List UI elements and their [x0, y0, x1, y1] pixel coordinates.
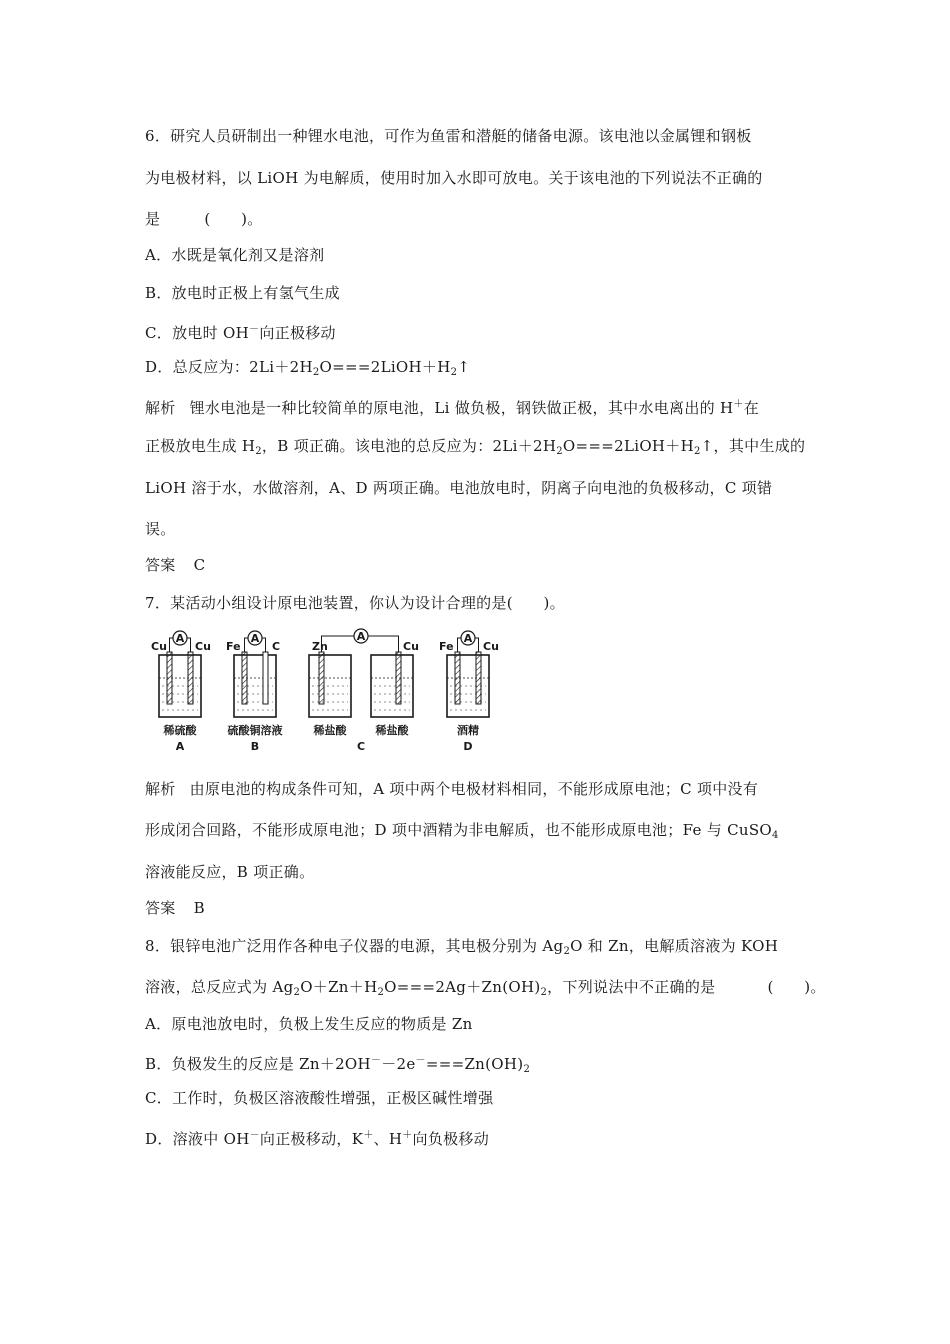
- q6-analysis-l1-pre: 锂水电池是一种比较简单的原电池，Li 做负极，钢铁做正极，其中水电离出的 H: [189, 399, 734, 417]
- q6-answer-line: [145, 555, 205, 575]
- beaker-a: [159, 655, 201, 717]
- q8-option-d-mid2: 、H: [373, 1130, 403, 1148]
- q7-stem: 7．某活动小组设计原电池装置，你认为设计合理的是( )。: [145, 594, 565, 612]
- q8-l2-sub1: 2: [293, 987, 301, 998]
- electrode-d-right: [476, 652, 481, 704]
- cell-c-solution-right: 稀盐酸: [375, 724, 409, 737]
- q7-answer-line: [145, 898, 205, 918]
- q8-option-d-sup2: ＋: [363, 1130, 374, 1141]
- cell-a-solution: 稀硫酸: [163, 724, 197, 737]
- q8-option-b-mid: －2e: [381, 1055, 416, 1073]
- ammeter-c-label: A: [356, 630, 366, 643]
- q6-option-b: B．放电时正极上有氢气生成: [145, 284, 340, 302]
- ammeter-b-label: A: [250, 632, 260, 645]
- cell-b-left-electrode: Fe: [226, 640, 241, 653]
- galvanic-cells-svg: [145, 628, 515, 758]
- cell-a-right-electrode: Cu: [195, 640, 211, 653]
- q8-l2-post: ，下列说法中不正确的是: [547, 978, 716, 996]
- q6-analysis-l2-sub2: 2: [556, 446, 563, 457]
- cell-b-right-electrode: C: [272, 640, 281, 653]
- cell-c-solution-left: 稀盐酸: [313, 724, 347, 737]
- q8-option-a: A．原电池放电时，负极上发生反应的物质是 Zn: [145, 1015, 473, 1033]
- cell-a-left-electrode: Cu: [151, 640, 167, 653]
- q6-analysis-line-4: 误。: [145, 520, 176, 538]
- q8-option-b: [145, 1051, 530, 1080]
- cell-c-label: C: [356, 740, 366, 753]
- cell-d-left-electrode: Fe: [439, 640, 454, 653]
- q6-analysis-l2-sub1: 2: [255, 446, 262, 457]
- q8-option-b-sub: 2: [523, 1064, 531, 1075]
- wire-b-right: [262, 638, 266, 652]
- beaker-d: [447, 655, 489, 717]
- q8-option-d-sup1: －: [249, 1130, 260, 1141]
- q6-analysis-line-3: LiOH 溶于水，水做溶剂，A、D 两项正确。电池放电时，阴离子向电池的负极移动，C 项错: [145, 479, 773, 497]
- q6-option-c-post: 向正极移动: [259, 324, 336, 342]
- q7-analysis-l1: 由原电池的构成条件可知，A 项中两个电极材料相同，不能形成原电池；C 项中没有: [189, 780, 759, 798]
- q8-option-d-mid: 向正极移动，K: [259, 1130, 364, 1148]
- q8-l2-mid2: O===2Ag＋Zn(OH): [384, 978, 541, 996]
- q8-option-d: [145, 1126, 489, 1149]
- q7-answer-label: 答案: [145, 899, 176, 917]
- electrode-a-right: [188, 652, 193, 704]
- q7-analysis-l2-pre: 形成闭合回路，不能形成原电池；D 项中酒精为非电解质，也不能形成原电池；Fe 与 CuSO: [145, 821, 773, 839]
- q6-option-c-pre: C．放电时 OH: [145, 324, 250, 342]
- q6-analysis-l2-post: ↑，其中生成的: [700, 437, 806, 455]
- q6-stem-line-2: 为电极材料，以 LiOH 为电解质，使用时加入水即可放电。关于该电池的下列说法不正确的: [145, 169, 763, 187]
- q6-answer-value: C: [193, 556, 206, 574]
- q6-option-d-sub1: 2: [312, 367, 320, 378]
- q8-l2-sub2: 2: [377, 987, 385, 998]
- q8-stem-line-2: [145, 977, 826, 1003]
- cell-d-solution: 酒精: [457, 724, 479, 737]
- q6-analysis-l2-mid2: O===2LiOH＋H: [562, 437, 694, 455]
- q6-analysis-line-1: [145, 395, 759, 418]
- q6-analysis-l1-sup: ＋: [733, 399, 744, 410]
- q8-l1-post: O 和 Zn，电解质溶液为 KOH: [570, 937, 779, 955]
- q8-answer-paren: ( )。: [767, 978, 826, 996]
- cell-a-label: A: [175, 740, 185, 753]
- electrode-a-left: [167, 652, 172, 704]
- electrode-c-left: [319, 652, 324, 704]
- q7-answer-value: B: [193, 899, 205, 917]
- cell-c-right-electrode: Cu: [403, 640, 419, 653]
- q8-option-b-mid2: ===Zn(OH): [425, 1055, 524, 1073]
- q8-option-b-sup1: －: [370, 1055, 382, 1066]
- q6-option-d: [145, 357, 470, 383]
- q8-option-d-pre: D．溶液中 OH: [145, 1130, 250, 1148]
- q6-option-c-sup: －: [249, 324, 260, 335]
- q7-analysis-line-1: [145, 779, 758, 799]
- q8-option-c: C．工作时，负极区溶液酸性增强，正极区碱性增强: [145, 1089, 494, 1107]
- wire-a-left: [170, 638, 174, 652]
- q6-analysis-l2-pre: 正极放电生成 H: [145, 437, 256, 455]
- q6-analysis-label: 解析: [145, 399, 176, 417]
- q6-analysis-l2-sub3: 2: [694, 446, 701, 457]
- q6-option-d-pre: D．总反应为：2Li＋2H: [145, 358, 313, 376]
- q8-l2-sub3: 2: [540, 987, 548, 998]
- wire-a-right: [187, 638, 191, 652]
- q6-option-d-mid: O===2LiOH＋H: [319, 358, 451, 376]
- cell-d: [439, 631, 499, 753]
- cell-a: [151, 631, 211, 753]
- q6-stem-line-1: 6．研究人员研制出一种锂水电池，可作为鱼雷和潜艇的储备电源。该电池以金属锂和钢板: [145, 127, 752, 145]
- galvanic-cells-figure: [145, 628, 515, 758]
- q8-l1-pre: 8．银锌电池广泛用作各种电子仪器的电源，其电极分别为 Ag: [145, 937, 564, 955]
- cell-c: [309, 629, 419, 753]
- electrode-d-left: [455, 652, 460, 704]
- q7-analysis-line-3: 溶液能反应，B 项正确。: [145, 863, 315, 881]
- q7-analysis-line-2: [145, 820, 779, 846]
- cell-b: [226, 631, 283, 753]
- q8-l2-mid: O＋Zn＋H: [300, 978, 378, 996]
- cell-d-label: D: [463, 740, 473, 753]
- cell-d-right-electrode: Cu: [483, 640, 499, 653]
- ammeter-a-label: A: [175, 632, 185, 645]
- electrode-b-left: [242, 652, 247, 704]
- q8-stem-line-1: [145, 936, 778, 962]
- q6-option-d-post: ↑: [457, 358, 471, 376]
- q8-option-d-sup3: ＋: [402, 1130, 413, 1141]
- q6-stem-line-3: [145, 209, 263, 229]
- q6-option-d-sub2: 2: [450, 367, 458, 378]
- beaker-b: [234, 655, 276, 717]
- q6-answer-paren: ( )。: [204, 210, 263, 228]
- q6-analysis-l2-mid: ，B 项正确。该电池的总反应为：2Li＋2H: [261, 437, 557, 455]
- q8-option-b-pre: B．负极发生的反应是 Zn＋2OH: [145, 1055, 371, 1073]
- ammeter-d-label: A: [463, 632, 473, 645]
- electrode-c-right: [396, 652, 401, 704]
- q6-stem-shi: 是: [145, 210, 161, 228]
- q8-l1-sub: 2: [563, 946, 571, 957]
- cell-b-label: B: [250, 740, 260, 753]
- cell-b-solution: 硫酸铜溶液: [227, 724, 283, 737]
- beaker-c-left: [309, 655, 351, 717]
- wire-d-left: [458, 638, 462, 652]
- q6-answer-label: 答案: [145, 556, 176, 574]
- wire-c-right: [368, 636, 399, 652]
- q6-analysis-line-2: [145, 436, 805, 462]
- wire-b-left: [245, 638, 249, 652]
- q8-option-b-sup2: －: [415, 1055, 426, 1066]
- q6-option-a: A．水既是氧化剂又是溶剂: [145, 246, 325, 264]
- q8-option-d-post: 向负极移动: [412, 1130, 490, 1148]
- q7-analysis-label: 解析: [145, 780, 176, 798]
- beaker-c-right: [371, 655, 413, 717]
- q8-l2-pre: 溶液，总反应式为 Ag: [145, 978, 294, 996]
- electrode-b-right: [263, 652, 268, 704]
- q7-analysis-l2-sub: 4: [772, 830, 779, 841]
- q6-option-c: [145, 320, 336, 343]
- cell-c-left-electrode: Zn: [312, 640, 328, 653]
- wire-d-right: [475, 638, 479, 652]
- q6-analysis-l1-post: 在: [743, 399, 760, 417]
